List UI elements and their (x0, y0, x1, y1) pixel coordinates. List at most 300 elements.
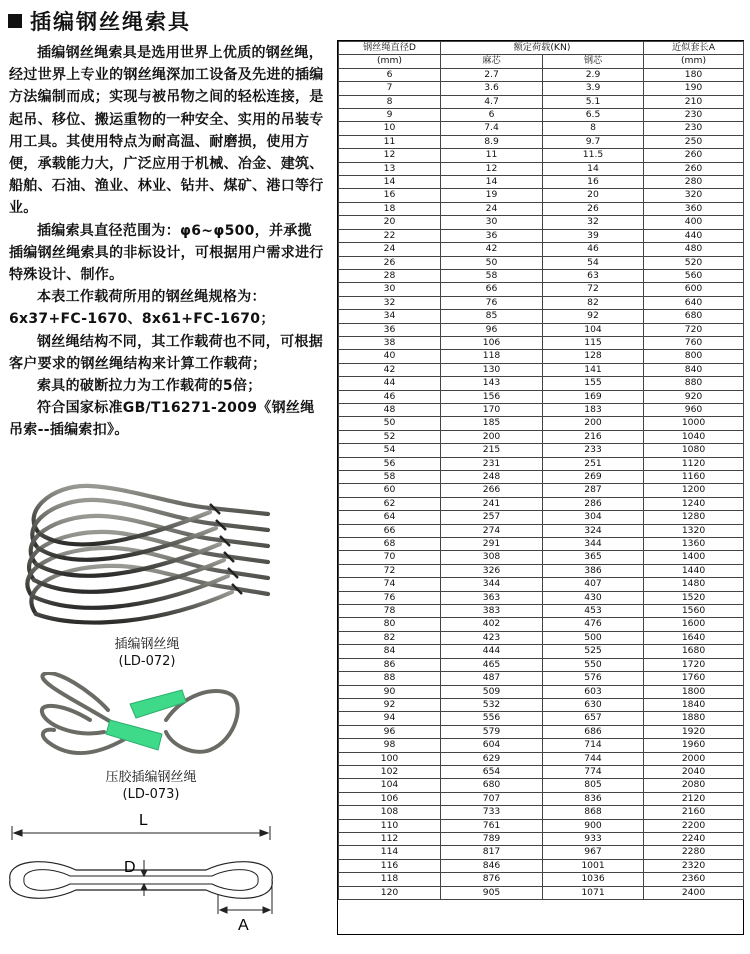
cell-loop-length: 320 (644, 189, 744, 202)
cell-steel-core-load: 453 (543, 605, 644, 618)
cell-fibre-core-load: 509 (441, 685, 543, 698)
cell-diameter: 42 (339, 363, 441, 376)
cell-steel-core-load: 6.5 (543, 109, 644, 122)
cell-diameter: 18 (339, 202, 441, 215)
cell-fibre-core-load: 185 (441, 417, 543, 430)
cell-diameter: 20 (339, 216, 441, 229)
cell-fibre-core-load: 12 (441, 162, 543, 175)
cell-fibre-core-load: 291 (441, 538, 543, 551)
cell-loop-length: 1280 (644, 511, 744, 524)
cell-loop-length: 2400 (644, 886, 744, 899)
cell-diameter: 56 (339, 457, 441, 470)
cell-steel-core-load: 169 (543, 390, 644, 403)
table-row (339, 551, 744, 564)
cell-loop-length: 1520 (644, 591, 744, 604)
cell-steel-core-load: 500 (543, 631, 644, 644)
cell-steel-core-load: 32 (543, 216, 644, 229)
cell-loop-length: 1440 (644, 564, 744, 577)
table-row (339, 765, 744, 778)
cell-loop-length: 2080 (644, 779, 744, 792)
cell-steel-core-load: 11.5 (543, 149, 644, 162)
cell-loop-length: 880 (644, 377, 744, 390)
cell-steel-core-load: 304 (543, 511, 644, 524)
cell-steel-core-load: 269 (543, 471, 644, 484)
cell-fibre-core-load: 19 (441, 189, 543, 202)
cell-fibre-core-load: 876 (441, 873, 543, 886)
cell-diameter: 94 (339, 712, 441, 725)
cell-loop-length: 250 (644, 135, 744, 148)
page-title-block (8, 6, 328, 36)
spliced-wire-rope-photo (10, 474, 272, 630)
cell-diameter: 82 (339, 631, 441, 644)
cell-steel-core-load: 92 (543, 310, 644, 323)
header-loop-length: 近似套长A (644, 42, 744, 55)
cell-steel-core-load: 550 (543, 658, 644, 671)
cell-steel-core-load: 183 (543, 403, 644, 416)
cell-diameter: 72 (339, 564, 441, 577)
cell-fibre-core-load: 66 (441, 283, 543, 296)
table-row (339, 685, 744, 698)
cell-loop-length: 1680 (644, 645, 744, 658)
figure-caption-ld073 (76, 769, 226, 803)
cell-steel-core-load: 251 (543, 457, 644, 470)
cell-loop-length: 2000 (644, 752, 744, 765)
cell-fibre-core-load: 363 (441, 591, 543, 604)
cell-fibre-core-load: 6 (441, 109, 543, 122)
table-row (339, 886, 744, 899)
cell-fibre-core-load: 76 (441, 296, 543, 309)
header-diameter: 钢丝绳直径D (339, 42, 441, 55)
subheader-fibre-core: 麻芯 (441, 55, 543, 68)
cell-diameter: 46 (339, 390, 441, 403)
cell-loop-length: 2320 (644, 859, 744, 872)
cell-loop-length: 1800 (644, 685, 744, 698)
cell-diameter: 116 (339, 859, 441, 872)
cell-diameter: 12 (339, 149, 441, 162)
cell-diameter: 76 (339, 591, 441, 604)
table-row (339, 216, 744, 229)
cell-steel-core-load: 216 (543, 430, 644, 443)
cell-fibre-core-load: 130 (441, 363, 543, 376)
cell-loop-length: 440 (644, 229, 744, 242)
cell-fibre-core-load: 629 (441, 752, 543, 765)
table-row (339, 873, 744, 886)
table-row (339, 417, 744, 430)
cell-diameter: 68 (339, 538, 441, 551)
cell-loop-length: 260 (644, 149, 744, 162)
cell-fibre-core-load: 96 (441, 323, 543, 336)
table-row (339, 256, 744, 269)
cell-steel-core-load: 9.7 (543, 135, 644, 148)
table-row (339, 68, 744, 81)
cell-fibre-core-load: 3.6 (441, 82, 543, 95)
subheader-unit-mm: (mm) (339, 55, 441, 68)
cell-diameter: 114 (339, 846, 441, 859)
cell-steel-core-load: 430 (543, 591, 644, 604)
cell-steel-core-load: 155 (543, 377, 644, 390)
cell-loop-length: 260 (644, 162, 744, 175)
cell-diameter: 26 (339, 256, 441, 269)
table-row (339, 109, 744, 122)
cell-loop-length: 280 (644, 176, 744, 189)
cell-loop-length: 2200 (644, 819, 744, 832)
table-row (339, 310, 744, 323)
cell-loop-length: 1400 (644, 551, 744, 564)
cell-diameter: 70 (339, 551, 441, 564)
cell-loop-length: 230 (644, 122, 744, 135)
cell-diameter: 92 (339, 698, 441, 711)
intro-paragraph: 插编钢丝绳索具是选用世界上优质的钢丝绳，经过世界上专业的钢丝绳深加工设备及先进的插编方法编制而成；实现与被吊物之间的轻松连接，是起吊、移位、搬运重物的一种安全、实用的吊装专用工具。其使用特点为耐高温、耐磨损，使用方便，承载能力大，广泛应用于机械、冶金、建筑、船舶、石油、渔业、林业、钻井、煤矿、港口等行业。 (9, 45, 324, 217)
cell-diameter: 22 (339, 229, 441, 242)
cell-diameter: 52 (339, 430, 441, 443)
cell-diameter: 13 (339, 162, 441, 175)
cell-loop-length: 1000 (644, 417, 744, 430)
table-row (339, 538, 744, 551)
cell-fibre-core-load: 846 (441, 859, 543, 872)
table-row (339, 739, 744, 752)
table-row (339, 524, 744, 537)
table-row (339, 859, 744, 872)
cell-steel-core-load: 525 (543, 645, 644, 658)
cell-fibre-core-load: 465 (441, 658, 543, 671)
table-row (339, 283, 744, 296)
cell-diameter: 60 (339, 484, 441, 497)
cell-fibre-core-load: 143 (441, 377, 543, 390)
cell-fibre-core-load: 707 (441, 792, 543, 805)
table-row (339, 122, 744, 135)
intro-paragraph: 插编索具直径范围为：φ6~φ500，并承揽插编钢丝绳索具的非标设计，可根据用户需求进行特殊设计、制作。 (9, 222, 324, 284)
cell-loop-length: 1640 (644, 631, 744, 644)
cell-fibre-core-load: 383 (441, 605, 543, 618)
cell-steel-core-load: 141 (543, 363, 644, 376)
cell-diameter: 96 (339, 725, 441, 738)
cell-loop-length: 2360 (644, 873, 744, 886)
cell-diameter: 88 (339, 672, 441, 685)
table-row (339, 712, 744, 725)
spec-table (338, 41, 744, 900)
cell-steel-core-load: 200 (543, 417, 644, 430)
cell-loop-length: 1200 (644, 484, 744, 497)
cell-fibre-core-load: 24 (441, 202, 543, 215)
cell-diameter: 9 (339, 109, 441, 122)
cell-fibre-core-load: 761 (441, 819, 543, 832)
cell-diameter: 118 (339, 873, 441, 886)
intro-paragraph: 6x37+FC-1670、8x61+FC-1670； (9, 311, 275, 328)
cell-steel-core-load: 603 (543, 685, 644, 698)
cell-steel-core-load: 63 (543, 269, 644, 282)
cell-fibre-core-load: 733 (441, 806, 543, 819)
cell-diameter: 14 (339, 176, 441, 189)
cell-steel-core-load: 72 (543, 283, 644, 296)
cell-steel-core-load: 54 (543, 256, 644, 269)
cell-steel-core-load: 233 (543, 444, 644, 457)
cell-diameter: 6 (339, 68, 441, 81)
cell-fibre-core-load: 326 (441, 564, 543, 577)
cell-steel-core-load: 365 (543, 551, 644, 564)
cell-fibre-core-load: 402 (441, 618, 543, 631)
table-subheader-row (339, 55, 744, 68)
cell-fibre-core-load: 274 (441, 524, 543, 537)
table-row (339, 350, 744, 363)
table-row (339, 752, 744, 765)
table-row (339, 296, 744, 309)
cell-diameter: 98 (339, 739, 441, 752)
table-row (339, 484, 744, 497)
cell-steel-core-load: 1071 (543, 886, 644, 899)
cell-diameter: 28 (339, 269, 441, 282)
cell-loop-length: 800 (644, 350, 744, 363)
cell-loop-length: 2120 (644, 792, 744, 805)
table-row (339, 792, 744, 805)
cell-fibre-core-load: 2.7 (441, 68, 543, 81)
table-row (339, 497, 744, 510)
cell-diameter: 48 (339, 403, 441, 416)
cell-fibre-core-load: 50 (441, 256, 543, 269)
cell-loop-length: 960 (644, 403, 744, 416)
spec-table-frame (337, 40, 744, 935)
cell-diameter: 100 (339, 752, 441, 765)
cell-diameter: 74 (339, 578, 441, 591)
cell-steel-core-load: 5.1 (543, 95, 644, 108)
cell-loop-length: 1960 (644, 739, 744, 752)
table-row (339, 444, 744, 457)
cell-loop-length: 840 (644, 363, 744, 376)
cell-fibre-core-load: 257 (441, 511, 543, 524)
cell-diameter: 64 (339, 511, 441, 524)
table-row (339, 82, 744, 95)
header-rated-load: 额定荷载(KN) (441, 42, 644, 55)
cell-diameter: 108 (339, 806, 441, 819)
table-row (339, 377, 744, 390)
cell-steel-core-load: 8 (543, 122, 644, 135)
cell-steel-core-load: 714 (543, 739, 644, 752)
intro-paragraph: 索具的破断拉力为工作载荷的5倍； (37, 378, 262, 395)
cell-steel-core-load: 286 (543, 497, 644, 510)
cell-fibre-core-load: 215 (441, 444, 543, 457)
intro-paragraph: 钢丝绳结构不同，其工作载荷也不同，可根据客户要求的钢丝绳结构来计算工作载荷； (9, 333, 323, 372)
table-row (339, 457, 744, 470)
cell-loop-length: 1160 (644, 471, 744, 484)
cell-loop-length: 400 (644, 216, 744, 229)
table-row (339, 243, 744, 256)
cell-steel-core-load: 39 (543, 229, 644, 242)
cell-diameter: 36 (339, 323, 441, 336)
cell-steel-core-load: 386 (543, 564, 644, 577)
cell-loop-length: 1720 (644, 658, 744, 671)
cell-loop-length: 230 (644, 109, 744, 122)
cell-steel-core-load: 324 (543, 524, 644, 537)
cell-fibre-core-load: 4.7 (441, 95, 543, 108)
cell-loop-length: 2160 (644, 806, 744, 819)
dimension-diagram (6, 810, 278, 936)
table-row (339, 658, 744, 671)
cell-loop-length: 1600 (644, 618, 744, 631)
caption-name: 插编钢丝绳 (114, 637, 180, 652)
cell-diameter: 38 (339, 336, 441, 349)
cell-steel-core-load: 868 (543, 806, 644, 819)
table-row (339, 605, 744, 618)
cell-diameter: 32 (339, 296, 441, 309)
cell-fibre-core-load: 156 (441, 390, 543, 403)
cell-loop-length: 1760 (644, 672, 744, 685)
table-row (339, 779, 744, 792)
table-row (339, 162, 744, 175)
cell-diameter: 86 (339, 658, 441, 671)
cell-diameter: 90 (339, 685, 441, 698)
table-row (339, 672, 744, 685)
subheader-unit-mm: (mm) (644, 55, 744, 68)
cell-loop-length: 2040 (644, 765, 744, 778)
cell-steel-core-load: 3.9 (543, 82, 644, 95)
table-row (339, 591, 744, 604)
table-row (339, 806, 744, 819)
table-row (339, 471, 744, 484)
cell-steel-core-load: 476 (543, 618, 644, 631)
cell-diameter: 8 (339, 95, 441, 108)
cell-loop-length: 920 (644, 390, 744, 403)
cell-diameter: 84 (339, 645, 441, 658)
table-row (339, 202, 744, 215)
cell-steel-core-load: 686 (543, 725, 644, 738)
cell-loop-length: 680 (644, 310, 744, 323)
cell-loop-length: 1240 (644, 497, 744, 510)
cell-diameter: 16 (339, 189, 441, 202)
cell-fibre-core-load: 231 (441, 457, 543, 470)
cell-fibre-core-load: 680 (441, 779, 543, 792)
table-row (339, 363, 744, 376)
cell-fibre-core-load: 30 (441, 216, 543, 229)
cell-fibre-core-load: 308 (441, 551, 543, 564)
table-row (339, 631, 744, 644)
cell-diameter: 30 (339, 283, 441, 296)
cell-diameter: 50 (339, 417, 441, 430)
cell-fibre-core-load: 118 (441, 350, 543, 363)
cell-steel-core-load: 407 (543, 578, 644, 591)
table-header-row (339, 42, 744, 55)
table-row (339, 645, 744, 658)
cell-loop-length: 180 (644, 68, 744, 81)
table-row (339, 846, 744, 859)
table-row (339, 323, 744, 336)
title-square-marker (8, 14, 22, 28)
table-row (339, 135, 744, 148)
cell-fibre-core-load: 170 (441, 403, 543, 416)
cell-steel-core-load: 46 (543, 243, 644, 256)
cell-diameter: 7 (339, 82, 441, 95)
cell-loop-length: 520 (644, 256, 744, 269)
cell-loop-length: 1560 (644, 605, 744, 618)
cell-diameter: 40 (339, 350, 441, 363)
cell-diameter: 44 (339, 377, 441, 390)
cell-steel-core-load: 82 (543, 296, 644, 309)
table-row (339, 430, 744, 443)
length-label-L: L (139, 812, 148, 829)
table-row (339, 564, 744, 577)
subheader-steel-core: 钢芯 (543, 55, 644, 68)
intro-paragraph: 符合国家标准GB/T16271-2009《钢丝绳吊索--插编索扣》。 (9, 400, 315, 439)
table-row (339, 229, 744, 242)
cell-loop-length: 2240 (644, 832, 744, 845)
cell-loop-length: 1840 (644, 698, 744, 711)
intro-text (9, 42, 325, 442)
cell-steel-core-load: 1036 (543, 873, 644, 886)
cell-fibre-core-load: 654 (441, 765, 543, 778)
table-row (339, 336, 744, 349)
cell-steel-core-load: 26 (543, 202, 644, 215)
cell-diameter: 58 (339, 471, 441, 484)
cell-steel-core-load: 744 (543, 752, 644, 765)
cell-fibre-core-load: 8.9 (441, 135, 543, 148)
cell-loop-length: 760 (644, 336, 744, 349)
cell-steel-core-load: 774 (543, 765, 644, 778)
cell-diameter: 34 (339, 310, 441, 323)
cell-steel-core-load: 576 (543, 672, 644, 685)
cell-steel-core-load: 287 (543, 484, 644, 497)
cell-loop-length: 210 (644, 95, 744, 108)
cell-steel-core-load: 900 (543, 819, 644, 832)
cell-steel-core-load: 20 (543, 189, 644, 202)
cell-fibre-core-load: 106 (441, 336, 543, 349)
rubber-sleeved-sling-photo (34, 672, 246, 772)
cell-diameter: 80 (339, 618, 441, 631)
cell-loop-length: 360 (644, 202, 744, 215)
table-row (339, 149, 744, 162)
cell-steel-core-load: 16 (543, 176, 644, 189)
cell-steel-core-load: 115 (543, 336, 644, 349)
table-row (339, 511, 744, 524)
cell-fibre-core-load: 423 (441, 631, 543, 644)
cell-steel-core-load: 344 (543, 538, 644, 551)
cell-loop-length: 480 (644, 243, 744, 256)
table-row (339, 95, 744, 108)
cell-steel-core-load: 104 (543, 323, 644, 336)
cell-fibre-core-load: 200 (441, 430, 543, 443)
cell-fibre-core-load: 85 (441, 310, 543, 323)
cell-diameter: 78 (339, 605, 441, 618)
cell-fibre-core-load: 604 (441, 739, 543, 752)
table-row (339, 176, 744, 189)
cell-fibre-core-load: 241 (441, 497, 543, 510)
cell-loop-length: 1360 (644, 538, 744, 551)
cell-loop-length: 190 (644, 82, 744, 95)
cell-loop-length: 640 (644, 296, 744, 309)
cell-fibre-core-load: 36 (441, 229, 543, 242)
page-title: 插编钢丝绳索具 (30, 10, 191, 34)
cell-fibre-core-load: 905 (441, 886, 543, 899)
cell-diameter: 102 (339, 765, 441, 778)
cell-loop-length: 1120 (644, 457, 744, 470)
cell-steel-core-load: 1001 (543, 859, 644, 872)
cell-steel-core-load: 967 (543, 846, 644, 859)
cell-fibre-core-load: 789 (441, 832, 543, 845)
cell-diameter: 110 (339, 819, 441, 832)
cell-fibre-core-load: 444 (441, 645, 543, 658)
cell-fibre-core-load: 58 (441, 269, 543, 282)
cell-fibre-core-load: 42 (441, 243, 543, 256)
cell-diameter: 10 (339, 122, 441, 135)
cell-loop-length: 1480 (644, 578, 744, 591)
diameter-label-D: D (124, 859, 136, 876)
cell-diameter: 54 (339, 444, 441, 457)
table-row (339, 618, 744, 631)
cell-diameter: 120 (339, 886, 441, 899)
cell-steel-core-load: 836 (543, 792, 644, 805)
cell-loop-length: 1320 (644, 524, 744, 537)
caption-code: (LD-072) (118, 654, 176, 669)
cell-diameter: 62 (339, 497, 441, 510)
cell-steel-core-load: 630 (543, 698, 644, 711)
table-row (339, 832, 744, 845)
